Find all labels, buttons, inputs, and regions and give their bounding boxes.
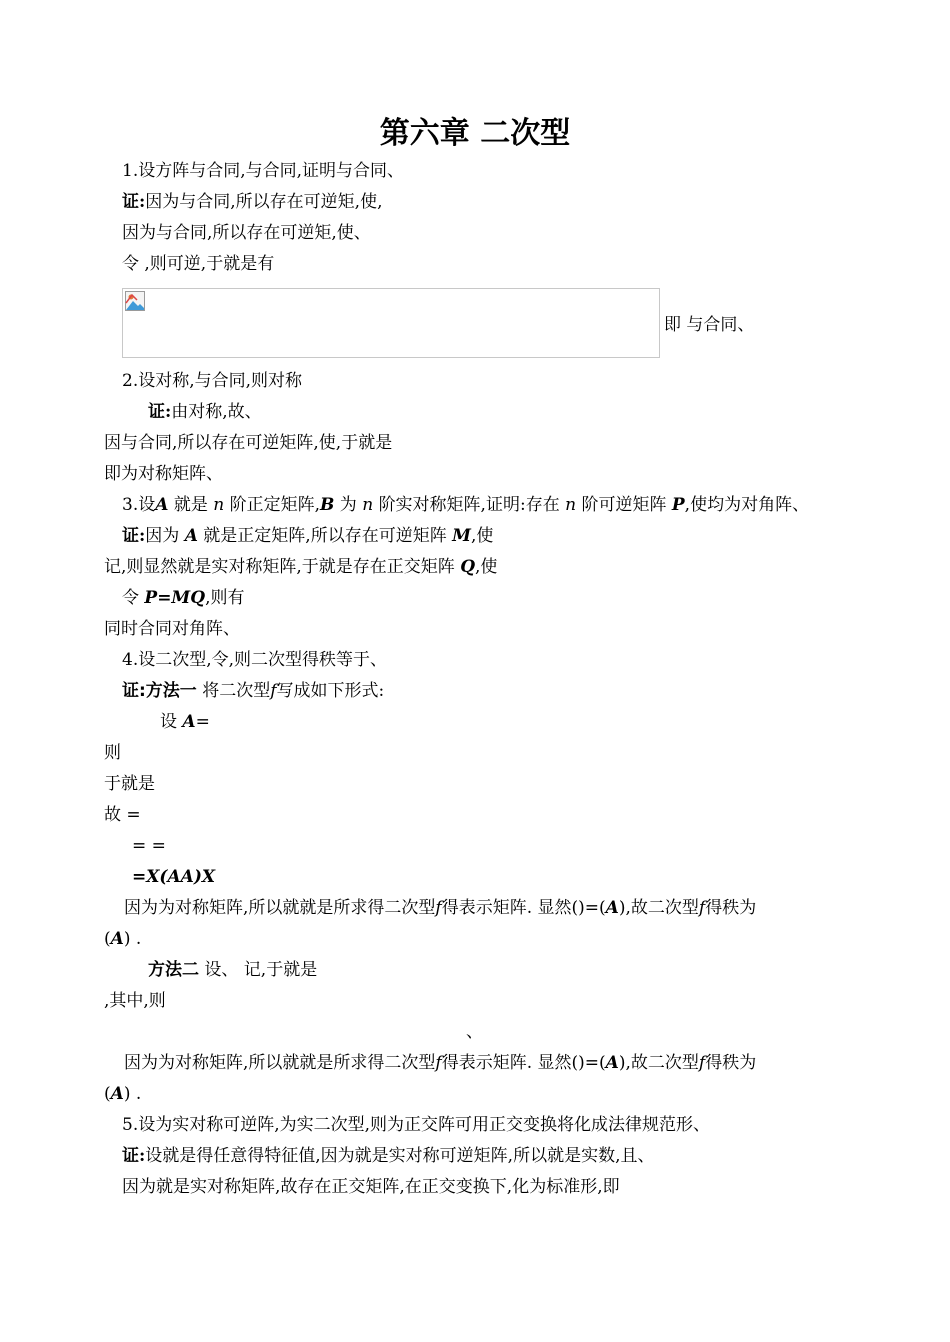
math-symbol: n (362, 495, 374, 515)
problem-4-method-2-line-2: ,其中,则 (104, 991, 166, 1011)
problem-2-proof-line-3: 即为对称矩阵、 (104, 464, 223, 484)
math-symbol: f (435, 1053, 442, 1073)
math-symbol: A (110, 1084, 124, 1104)
text: 得表示矩阵. 显然()=( (441, 898, 606, 918)
text: 为 (339, 495, 357, 515)
broken-image-placeholder (122, 288, 660, 358)
problem-4-method-2 (148, 959, 317, 981)
problem-3-proof-line-3 (122, 587, 244, 609)
text: ( (104, 1084, 111, 1104)
math-expression: P=MQ (144, 588, 206, 608)
problem-1-proof-line-1 (122, 191, 383, 213)
text: 写成如下形式: (276, 681, 385, 701)
text: 得秩为 (705, 1053, 757, 1073)
problem-4-statement: 4.设二次型,令,则二次型得秩等于、 (122, 650, 388, 670)
problem-4-then: 则 (104, 743, 121, 763)
problem-5-statement: 5.设为实对称可逆阵,为实二次型,则为正交阵可用正交变换将化成法律规范形、 (122, 1115, 711, 1135)
proof-text: 由对称,故、 (171, 402, 262, 422)
text: ,则有 (205, 588, 245, 608)
method-label: 方法二 (148, 960, 199, 980)
text: 就是 (173, 495, 208, 515)
problem-5-proof-line-1 (122, 1145, 655, 1167)
proof-label: 证: (122, 526, 146, 546)
proof-text: 因为与合同,所以存在可逆矩,使, (145, 192, 383, 212)
proof-label: 证: (122, 1146, 146, 1166)
text: 3.设 (122, 495, 156, 515)
problem-4-equation: =X(AA)X (132, 867, 216, 887)
text: 设、 记,于就是 (204, 960, 318, 980)
problem-4-conclusion-1 (124, 897, 756, 919)
math-symbol: Q (460, 557, 476, 577)
text: 阶实对称矩阵,证明:存在 (378, 495, 560, 515)
math-symbol: A (182, 712, 196, 732)
proof-text: 设就是得任意得特征值,因为就是实对称可逆矩阵,所以就是实数,且、 (145, 1146, 655, 1166)
problem-4-hence: 于就是 (104, 774, 155, 794)
problem-4-gu: 故 = (104, 805, 141, 825)
math-symbol: A (155, 495, 169, 515)
text: ,使 (475, 557, 498, 577)
broken-image-icon (125, 291, 145, 311)
problem-4-eqeq: = = (132, 836, 166, 856)
text: 因为为对称矩阵,所以就就是所求得二次型 (124, 1053, 436, 1073)
problem-1-proof-line-3: 令 ,则可逆,于就是有 (122, 254, 275, 274)
math-symbol: B (320, 495, 335, 515)
math-symbol: A (184, 526, 198, 546)
problem-4-method-1 (122, 680, 384, 702)
text: ),故二次型 (618, 1053, 699, 1073)
text: 得表示矩阵. 显然()=( (441, 1053, 606, 1073)
math-symbol: P (671, 495, 685, 515)
text: 得秩为 (705, 898, 757, 918)
problem-4-set-a (160, 711, 210, 733)
problem-4-conclusion-2 (124, 1052, 756, 1074)
image-caption: 即 与合同、 (664, 315, 755, 335)
text: ( (104, 929, 111, 949)
problem-4-conclusion-1-cont (104, 928, 141, 950)
text: ) . (123, 1084, 142, 1104)
problem-1-proof-line-2: 因为与合同,所以存在可逆矩,使、 (122, 223, 371, 243)
text: 阶正定矩阵, (229, 495, 321, 515)
problem-2-proof-line-1 (148, 401, 262, 423)
proof-label: 证:方法一 (122, 681, 197, 701)
text: ) . (123, 929, 142, 949)
text: 就是正定矩阵,所以存在可逆矩阵 (203, 526, 447, 546)
text: 因为 (145, 526, 180, 546)
text: 记,则显然就是实对称矩阵,于就是存在正交矩阵 (104, 557, 455, 577)
math-symbol: A (605, 898, 619, 918)
problem-2-statement: 2.设对称,与合同,则对称 (122, 371, 303, 391)
math-symbol: n (213, 495, 225, 515)
text: ,使 (470, 526, 494, 546)
page-title: 第六章 二次型 (379, 116, 571, 151)
math-symbol: f (435, 898, 442, 918)
math-symbol: n (565, 495, 577, 515)
math-symbol: A (110, 929, 124, 949)
text: ,使均为对角阵、 (684, 495, 810, 515)
problem-3-proof-line-2 (104, 556, 497, 578)
text: ),故二次型 (618, 898, 699, 918)
text: 令 (122, 588, 139, 608)
proof-label: 证: (148, 402, 172, 422)
problem-1-statement: 1.设方阵与合同,与合同,证明与合同、 (122, 161, 405, 181)
problem-4-conclusion-2-cont (104, 1083, 141, 1105)
math-symbol: A (605, 1053, 619, 1073)
problem-4-dun: 、 (466, 1022, 483, 1042)
problem-3-proof-line-1 (122, 525, 493, 547)
math-symbol: f (698, 1053, 706, 1073)
text: = (195, 712, 210, 732)
problem-3-statement (122, 494, 809, 516)
proof-label: 证: (122, 192, 146, 212)
text: 将二次型 (202, 681, 271, 701)
math-symbol: f (270, 681, 277, 701)
math-symbol: f (698, 898, 706, 918)
problem-5-proof-line-2: 因为就是实对称矩阵,故存在正交矩阵,在正交变换下,化为标准形,即 (122, 1177, 620, 1197)
problem-2-proof-line-2: 因与合同,所以存在可逆矩阵,使,于就是 (104, 433, 393, 453)
text: 阶可逆矩阵 (581, 495, 667, 515)
text: 设 (160, 712, 177, 732)
math-symbol: M (452, 526, 471, 546)
text: 因为为对称矩阵,所以就就是所求得二次型 (124, 898, 436, 918)
problem-3-proof-line-4: 同时合同对角阵、 (104, 619, 240, 639)
